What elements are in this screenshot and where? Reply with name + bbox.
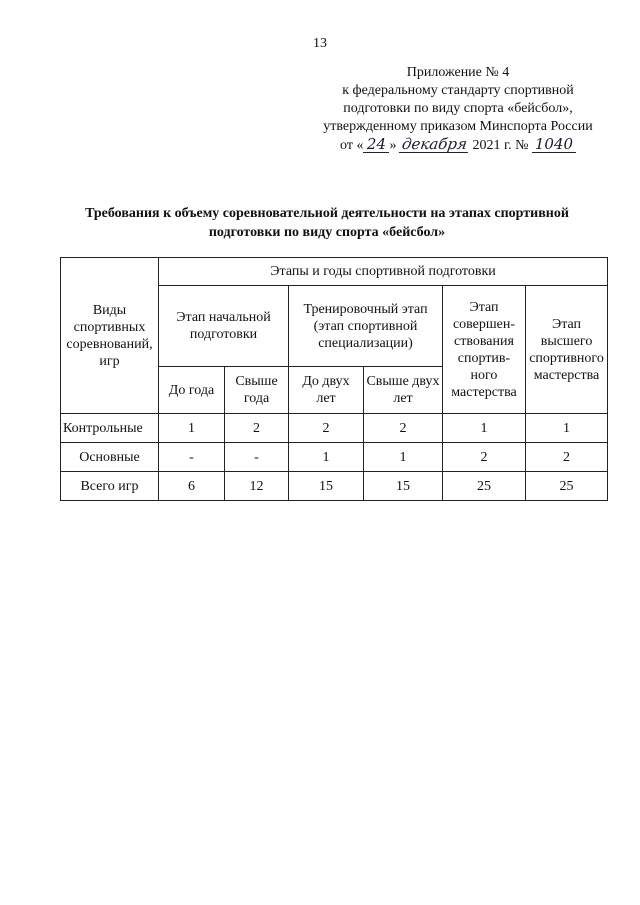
page-number: 13 xyxy=(313,36,327,51)
table-row xyxy=(61,472,608,501)
table-cell: 15 xyxy=(289,472,364,501)
handwritten-day: 24 xyxy=(363,136,389,153)
appendix-line-sport: подготовки по виду спорта «бейсбол», xyxy=(343,101,573,116)
header-stage-improvement: Этап совершен-ствования спортив-ного мастерства xyxy=(443,286,526,414)
header-stages-years: Этапы и годы спортивной подготовки xyxy=(159,258,608,286)
appendix-date-line xyxy=(300,136,616,155)
header-competition-types: Виды спортивных соревнований, игр xyxy=(61,258,159,414)
table-cell: 1 xyxy=(289,443,364,472)
row-label: Контрольные xyxy=(61,414,159,443)
table-row xyxy=(61,443,608,472)
subheader-training-up-to-two: До двух лет xyxy=(289,367,364,414)
table-cell: 12 xyxy=(225,472,289,501)
appendix-line-approved: утвержденному приказом Минспорта России xyxy=(323,119,593,134)
appendix-block xyxy=(300,64,616,155)
table-cell: 1 xyxy=(364,443,443,472)
header-stage-training: Тренировочный этап (этап спортивной специализации) xyxy=(289,286,443,367)
header-stage-highest: Этап высшего спортивного мастерства xyxy=(526,286,608,414)
table-cell: - xyxy=(225,443,289,472)
handwritten-order-number: 1040 xyxy=(532,136,576,153)
row-label: Всего игр xyxy=(61,472,159,501)
table-cell: 15 xyxy=(364,472,443,501)
table-cell: 1 xyxy=(526,414,608,443)
document-title xyxy=(40,204,614,242)
table-cell: 1 xyxy=(443,414,526,443)
table-cell: 2 xyxy=(364,414,443,443)
requirements-table xyxy=(60,257,608,501)
table-row xyxy=(61,414,608,443)
table-cell: - xyxy=(159,443,225,472)
table-cell: 6 xyxy=(159,472,225,501)
table-cell: 25 xyxy=(526,472,608,501)
table-cell: 25 xyxy=(443,472,526,501)
subheader-initial-up-to-year: До года xyxy=(159,367,225,414)
document-title-line-2: подготовки по виду спорта «бейсбол» xyxy=(208,225,446,240)
table-cell: 2 xyxy=(443,443,526,472)
date-year: 2021 г. № xyxy=(472,138,529,153)
table-cell: 2 xyxy=(225,414,289,443)
table-cell: 2 xyxy=(526,443,608,472)
document-title-line-1: Требования к объему соревновательной деятельности на этапах спортивной xyxy=(85,206,569,221)
header-stage-initial: Этап начальной подготовки xyxy=(159,286,289,367)
row-label: Основные xyxy=(61,443,159,472)
appendix-line-standard: к федеральному стандарту спортивной xyxy=(342,83,574,98)
subheader-training-over-two: Свыше двух лет xyxy=(364,367,443,414)
table-cell: 1 xyxy=(159,414,225,443)
subheader-initial-over-year: Свыше года xyxy=(225,367,289,414)
date-close-quote: » xyxy=(389,138,397,153)
appendix-title: Приложение № 4 xyxy=(406,65,510,80)
table-cell: 2 xyxy=(289,414,364,443)
handwritten-month: декабря xyxy=(400,135,469,153)
date-prefix: от « xyxy=(340,138,364,153)
